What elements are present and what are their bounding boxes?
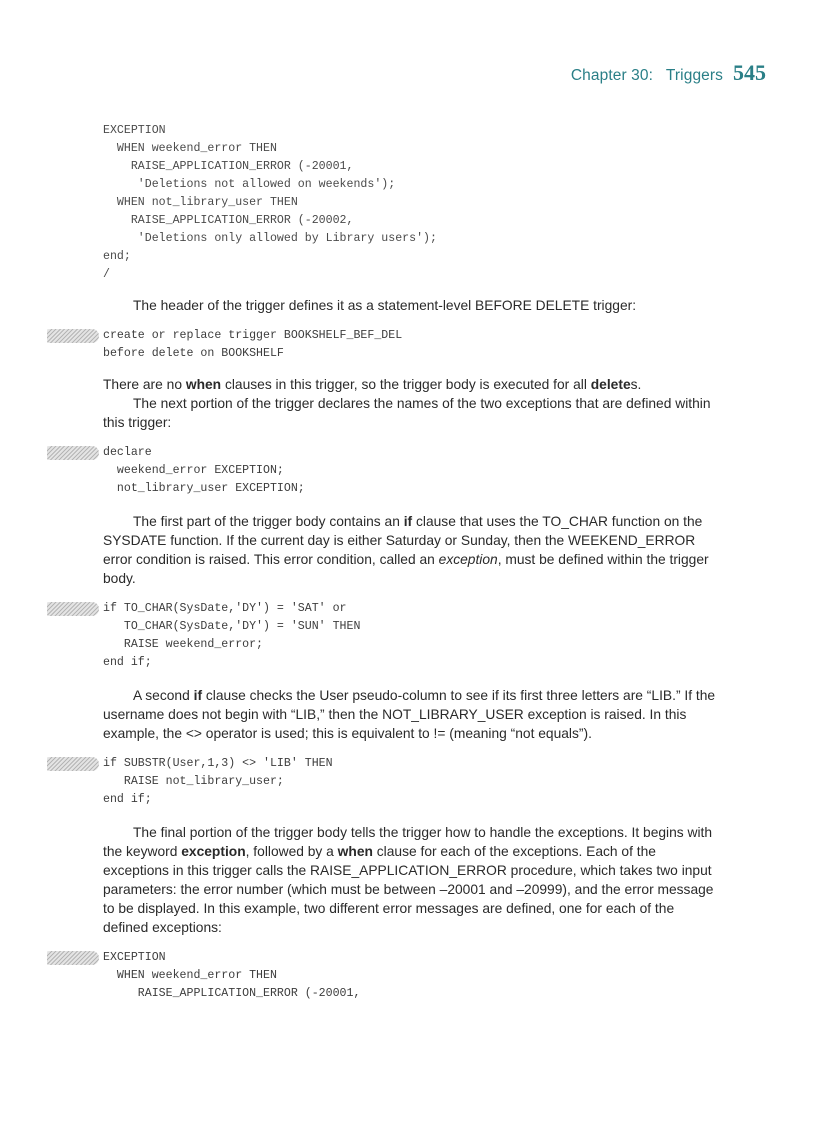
code-block-declare: declare weekend_error EXCEPTION; not_library_user EXCEPTION;	[103, 446, 305, 495]
new-code-marker-icon	[47, 446, 99, 460]
paragraph-final-portion	[103, 823, 723, 937]
keyword-when: when	[185, 377, 222, 392]
code-block-exception-handler: EXCEPTION WHEN weekend_error THEN RAISE_APPLICATION_ERROR (-20001, 'Deletions not allowed on weekends'); WHEN not_library_user THEN RAISE_APPLICATION_ERROR (-20002, 'Deletions only allowed by Library users'); end; /	[103, 124, 437, 281]
text-run: s.	[630, 377, 642, 392]
paragraph-declares-exceptions: The next portion of the trigger declares the names of the two exceptions that are defined within this trigger:	[103, 396, 711, 430]
page-content	[103, 122, 723, 1003]
keyword-if: if	[193, 688, 203, 703]
new-code-marker-icon	[47, 602, 99, 616]
code-block-if-substr: if SUBSTR(User,1,3) <> 'LIB' THEN RAISE not_library_user; end if;	[103, 757, 333, 806]
paragraph-second-if-clause	[103, 686, 723, 743]
code-block-exception-start-wrapper	[103, 949, 723, 1003]
paragraph-first-part-trigger-body	[103, 512, 723, 588]
keyword-delete: delete	[590, 377, 631, 392]
text-run: A second	[133, 688, 194, 703]
new-code-marker-icon	[47, 951, 99, 965]
text-run: , followed by a	[245, 844, 338, 859]
code-block-exception-start: EXCEPTION WHEN weekend_error THEN RAISE_APPLICATION_ERROR (-20001,	[103, 951, 361, 1000]
emphasis-exception: exception	[438, 552, 498, 567]
code-block-if-weekend: if TO_CHAR(SysDate,'DY') = 'SAT' or TO_CHAR(SysDate,'DY') = 'SUN' THEN RAISE weekend_error; end if;	[103, 602, 361, 669]
keyword-when: when	[337, 844, 373, 859]
chapter-title: Chapter 30: Triggers	[570, 67, 723, 84]
paragraph-no-when-clauses	[103, 375, 723, 394]
code-block-trigger-header-wrapper	[103, 327, 723, 363]
code-block-if-substr-wrapper	[103, 755, 723, 809]
code-block-if-weekend-wrapper	[103, 600, 723, 672]
code-block-trigger-header: create or replace trigger BOOKSHELF_BEF_DEL before delete on BOOKSHELF	[103, 329, 403, 360]
new-code-marker-icon	[47, 329, 99, 343]
text-run: The first part of the trigger body contains an	[133, 514, 404, 529]
page-number: 545	[733, 60, 766, 85]
new-code-marker-icon	[47, 757, 99, 771]
text-run: clause that uses the TO_CHAR function on the SYSDATE function. If the current day is either Saturday or Sunday, then the WEEKEND_ERROR error condition is raised. This error condition, called an	[103, 514, 703, 567]
paragraph-trigger-header: The header of the trigger defines it as a statement-level BEFORE DELETE trigger:	[133, 298, 637, 313]
keyword-if: if	[403, 514, 413, 529]
text-run: clauses in this trigger, so the trigger body is executed for all	[221, 377, 591, 392]
keyword-exception: exception	[181, 844, 246, 859]
text-run: clause checks the User pseudo-column to see if its first three letters are “LIB.” If the username does not begin with “LIB,” then the NOT_LIBRARY_USER exception is raised. In this example, the <> operator is used; this is equivalent to != (meaning “not equals”).	[103, 688, 716, 741]
code-block-declare-wrapper	[103, 444, 723, 498]
text-run: clause for each of the exceptions. Each of the exceptions in this trigger calls the RAISE_APPLICATION_ERROR procedure, which takes two input parameters: the error number (which must be between –20001 and –20999), and the error message to be displayed. In this example, two different error messages are defined, one for each of the defined exceptions:	[103, 844, 714, 935]
text-run: The final portion of the trigger body tells the trigger how to handle the exceptions. It begins with the keyword	[103, 825, 713, 859]
text-run: There are no	[103, 377, 186, 392]
text-run: , must be defined within the trigger body.	[103, 552, 709, 586]
page-header	[571, 60, 766, 86]
